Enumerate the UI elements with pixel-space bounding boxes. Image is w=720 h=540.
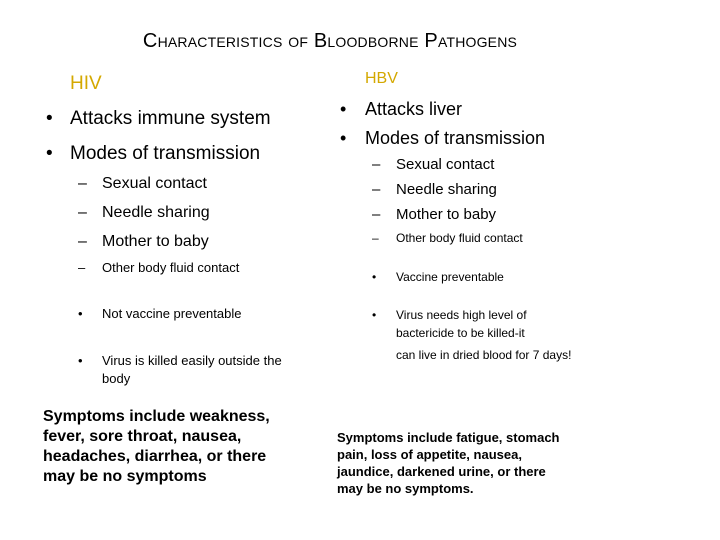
hbv-mode-item [372,156,632,173]
hbv-symptoms-line: Symptoms include fatigue, stomach [337,430,560,445]
dash-icon: – [372,206,381,223]
hiv-bullet-attacks [46,108,326,130]
bullet-icon: • [78,306,83,321]
dash-icon: – [78,260,86,275]
hiv-mode-text: Needle sharing [102,204,210,221]
hbv-virus-line: can live in dried blood for 7 days! [396,348,572,362]
hiv-heading: HIV [70,73,102,94]
hiv-other-text: Other body fluid contact [102,260,240,275]
hbv-mode-text: Sexual contact [396,156,495,173]
hbv-mode-item [372,181,632,198]
hbv-heading: HBV [365,70,398,87]
hbv-virus-line: Virus needs high level of [396,308,527,322]
hiv-bullet-modes [46,143,326,165]
bullet-icon: • [78,353,83,368]
hbv-vaccine-text: Vaccine preventable [396,270,504,284]
dash-icon: – [78,233,87,250]
hiv-virus-line: Virus is killed easily outside the [102,353,282,368]
hiv-symptoms-line: Symptoms include weakness, [43,408,270,425]
hiv-symptoms-line: headaches, diarrhea, or there [43,448,267,465]
hiv-symptoms-line: fever, sore throat, nausea, [43,428,242,445]
hbv-vaccine-item [372,268,632,286]
hbv-symptoms-line: pain, loss of appetite, nausea, [337,447,522,462]
hbv-symptoms-line: jaundice, darkened urine, or there [337,464,546,479]
hbv-mode-item [372,206,632,223]
dash-icon: – [372,231,379,245]
dash-icon: – [372,181,381,198]
hbv-bullet-text: Attacks liver [365,99,463,119]
dash-icon: – [372,156,381,173]
hbv-virus-line: bactericide to be killed-it [396,326,525,340]
bullet-icon: • [372,308,377,322]
hbv-other-text: Other body fluid contact [396,231,523,245]
hiv-symptoms-line: may be no symptoms [43,468,207,485]
dash-icon: – [78,175,87,192]
hiv-mode-item [78,204,318,222]
hbv-symptoms [337,429,637,497]
hiv-mode-item [78,175,318,193]
hiv-vaccine-item [78,305,318,323]
hiv-mode-text: Sexual contact [102,175,207,192]
hiv-mode-item [78,233,318,251]
hbv-mode-text: Needle sharing [396,181,497,198]
hbv-bullet-modes [340,128,640,149]
bullet-icon: • [340,99,347,119]
bullet-icon: • [340,128,347,148]
slide-title: Characteristics of Bloodborne Pathogens [142,30,518,52]
hbv-virus-item [372,306,672,364]
hiv-vaccine-text: Not vaccine preventable [102,306,242,321]
hbv-symptoms-line: may be no symptoms. [337,481,474,496]
hiv-symptoms [43,407,323,487]
hiv-virus-item [78,352,318,388]
hbv-bullet-attacks [340,99,640,120]
hbv-other-item [372,229,632,247]
hbv-mode-text: Mother to baby [396,206,497,223]
hiv-bullet-text: Modes of transmission [70,143,261,164]
bullet-icon: • [372,270,377,284]
bullet-icon: • [46,108,53,129]
hiv-virus-line: body [102,371,131,386]
dash-icon: – [78,204,87,221]
hiv-bullet-text: Attacks immune system [70,108,271,129]
hiv-other-item [78,259,318,277]
hiv-mode-text: Mother to baby [102,233,209,250]
hbv-bullet-text: Modes of transmission [365,128,546,148]
bullet-icon: • [46,143,53,164]
